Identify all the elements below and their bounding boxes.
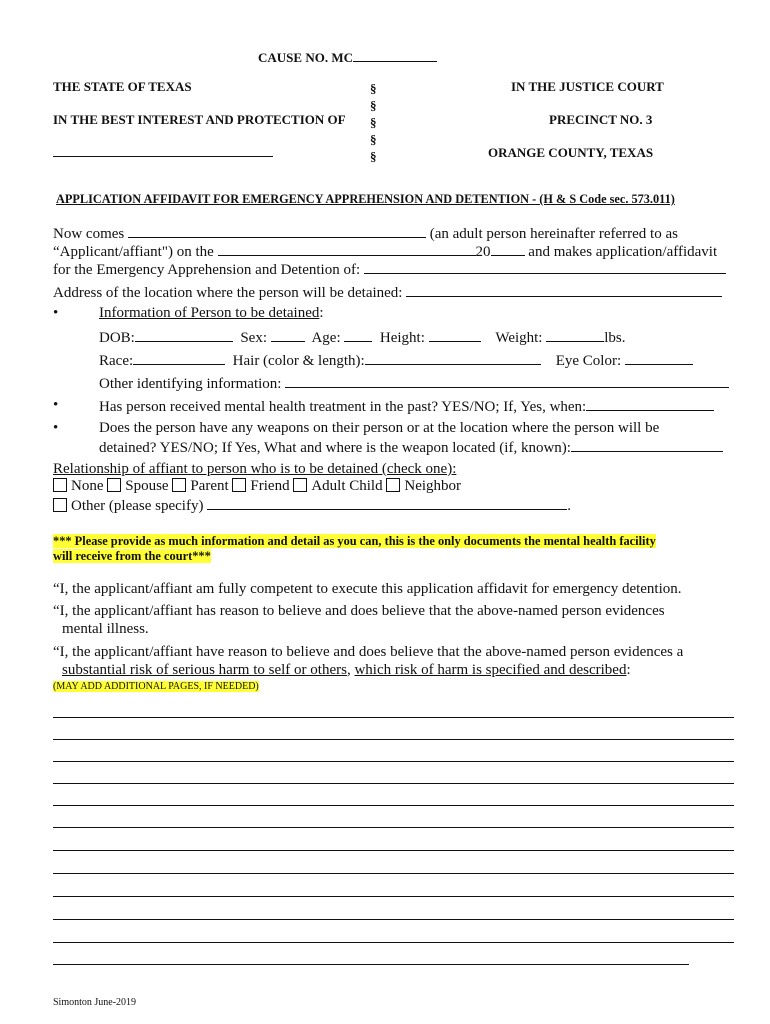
checkbox-other[interactable] (53, 498, 67, 512)
applicant-on-label: “Applicant/affiant") on the (53, 244, 214, 260)
section-symbol: § (370, 149, 377, 164)
narrative-line[interactable] (53, 873, 734, 874)
applicant-name-field[interactable] (128, 224, 426, 238)
height-field[interactable] (429, 328, 481, 342)
risk-colon: : (626, 662, 631, 678)
form-title: APPLICATION AFFIDAVIT FOR EMERGENCY APPREHENSION AND DETENTION - (H & S Code sec. 573.011) (56, 192, 675, 206)
section-symbol: § (370, 81, 377, 96)
weapons-row (99, 438, 723, 457)
additional-pages-text: (MAY ADD ADDITIONAL PAGES, IF NEEDED) (53, 681, 259, 692)
option-none-label: None (71, 478, 104, 494)
checkbox-none[interactable] (53, 478, 67, 492)
notice-text-line1: *** Please provide as much information and detail as you can, this is the only documents the mental health facility (53, 534, 656, 548)
applicant-date-line (53, 242, 717, 261)
footer-note: Simonton June-2019 (53, 997, 137, 1008)
cause-number (258, 48, 437, 66)
dob-label: DOB: (99, 330, 135, 346)
statement-mental-illness-line1: “I, the applicant/affiant has reason to believe and does believe that the above-named person evidences (53, 603, 665, 619)
sex-label: Sex: (240, 330, 268, 346)
age-label: Age: (311, 330, 341, 346)
relationship-heading: Relationship of affiant to person who is to be detained (check one): (53, 461, 457, 477)
option-spouse-label: Spouse (125, 478, 169, 494)
statement-competent: “I, the applicant/affiant am fully competent to execute this application affidavit for emergency detention. (53, 581, 682, 597)
statement-risk-line2 (62, 662, 631, 679)
info-heading-colon: : (319, 305, 324, 321)
section-symbol: § (370, 98, 377, 113)
narrative-line[interactable] (53, 761, 734, 762)
narrative-line[interactable] (53, 964, 689, 965)
additional-pages-note (53, 681, 259, 692)
narrative-line[interactable] (53, 919, 734, 920)
section-symbols (370, 80, 382, 165)
county-name: ORANGE COUNTY, TEXAS (488, 145, 654, 160)
narrative-line[interactable] (53, 739, 734, 740)
section-symbol: § (370, 115, 377, 130)
justice-court: IN THE JUSTICE COURT (511, 79, 664, 94)
eye-color-label: Eye Color: (555, 353, 622, 369)
weapons-question-line1: Does the person have any weapons on their person or at the location where the person will be (99, 420, 660, 436)
weapons-question-line2: detained? YES/NO; If Yes, What and where is the weapon located (if, known): (99, 440, 571, 456)
narrative-line[interactable] (53, 783, 734, 784)
cause-number-label: CAUSE NO. MC (258, 50, 353, 65)
weight-field[interactable] (546, 328, 604, 342)
person-detained-field[interactable] (364, 260, 726, 274)
race-row (99, 351, 693, 370)
narrative-line[interactable] (53, 805, 734, 806)
makes-application-label: and makes application/affidavit (528, 244, 718, 260)
risk-of-harm-text: substantial risk of serious harm to self or others (62, 662, 347, 678)
option-friend-label: Friend (250, 478, 290, 494)
bullet-point: • (53, 397, 59, 413)
info-heading-label: Information of Person to be detained (99, 305, 320, 321)
narrative-line[interactable] (53, 850, 734, 851)
eye-color-field[interactable] (625, 351, 693, 365)
race-field[interactable] (133, 351, 225, 365)
bullet-point: • (53, 305, 59, 321)
option-parent-label: Parent (190, 478, 229, 494)
other-period: . (567, 498, 571, 514)
state-of-texas: THE STATE OF TEXAS (53, 79, 192, 94)
mental-health-question: Has person received mental health treatment in the past? YES/NO; If, Yes, when: (99, 399, 587, 415)
section-symbol: § (370, 132, 377, 147)
specified-described-text: which risk of harm is specified and described (354, 662, 627, 678)
lbs-label: lbs. (604, 330, 626, 346)
statement-mental-illness-line2: mental illness. (62, 621, 149, 637)
other-info-label: Other identifying information: (99, 376, 282, 392)
hair-label: Hair (color & length): (232, 353, 365, 369)
mental-health-row (99, 397, 714, 416)
relationship-other (53, 496, 571, 515)
narrative-line[interactable] (53, 827, 734, 828)
dob-field[interactable] (135, 328, 233, 342)
narrative-line[interactable] (53, 717, 734, 718)
mental-health-when-field[interactable] (586, 397, 714, 411)
checkbox-friend[interactable] (232, 478, 246, 492)
statement-risk-line1: “I, the applicant/affiant have reason to believe and does believe that the above-named person evidences a (53, 644, 684, 660)
now-comes-line (53, 224, 678, 243)
race-label: Race: (99, 353, 134, 369)
info-heading (99, 305, 324, 322)
checkbox-parent[interactable] (172, 478, 186, 492)
notice-line1 (53, 534, 656, 549)
cause-number-field[interactable] (353, 48, 437, 62)
checkbox-adult-child[interactable] (293, 478, 307, 492)
checkbox-neighbor[interactable] (386, 478, 400, 492)
option-other-label: Other (please specify) (71, 498, 204, 514)
height-label: Height: (379, 330, 425, 346)
address-label: Address of the location where the person will be detained: (53, 285, 403, 301)
address-line (53, 283, 722, 302)
now-comes-label: Now comes (53, 226, 125, 242)
bullet-point: • (53, 420, 59, 436)
narrative-line[interactable] (53, 896, 734, 897)
other-relationship-field[interactable] (207, 496, 567, 510)
narrative-line[interactable] (53, 942, 734, 943)
detention-address-field[interactable] (406, 283, 722, 297)
for-emergency-label: for the Emergency Apprehension and Detention of: (53, 262, 361, 278)
notice-line2 (53, 549, 211, 564)
sex-field[interactable] (271, 328, 305, 342)
dob-row (99, 328, 626, 347)
option-neighbor-label: Neighbor (404, 478, 462, 494)
best-interest-label: IN THE BEST INTEREST AND PROTECTION OF (53, 112, 346, 127)
other-info-field[interactable] (285, 374, 729, 388)
option-adult-child-label: Adult Child (311, 478, 383, 494)
weapon-location-field[interactable] (571, 438, 723, 452)
application-date-field[interactable] (218, 242, 476, 256)
application-year-field[interactable] (491, 242, 525, 256)
year-prefix: 20 (475, 244, 491, 260)
checkbox-spouse[interactable] (107, 478, 121, 492)
precinct-number: PRECINCT NO. 3 (549, 112, 653, 127)
age-field[interactable] (344, 328, 372, 342)
notice-text-line2: will receive from the court*** (53, 549, 211, 563)
weight-label: Weight: (495, 330, 543, 346)
risk-comma: , (346, 662, 355, 678)
hair-field[interactable] (365, 351, 541, 365)
adult-person-label: (an adult person hereinafter referred to as (429, 226, 678, 242)
respondent-name-field[interactable] (53, 156, 273, 157)
relationship-options (53, 478, 461, 495)
for-emergency-line (53, 260, 726, 279)
other-info-row (99, 374, 729, 393)
